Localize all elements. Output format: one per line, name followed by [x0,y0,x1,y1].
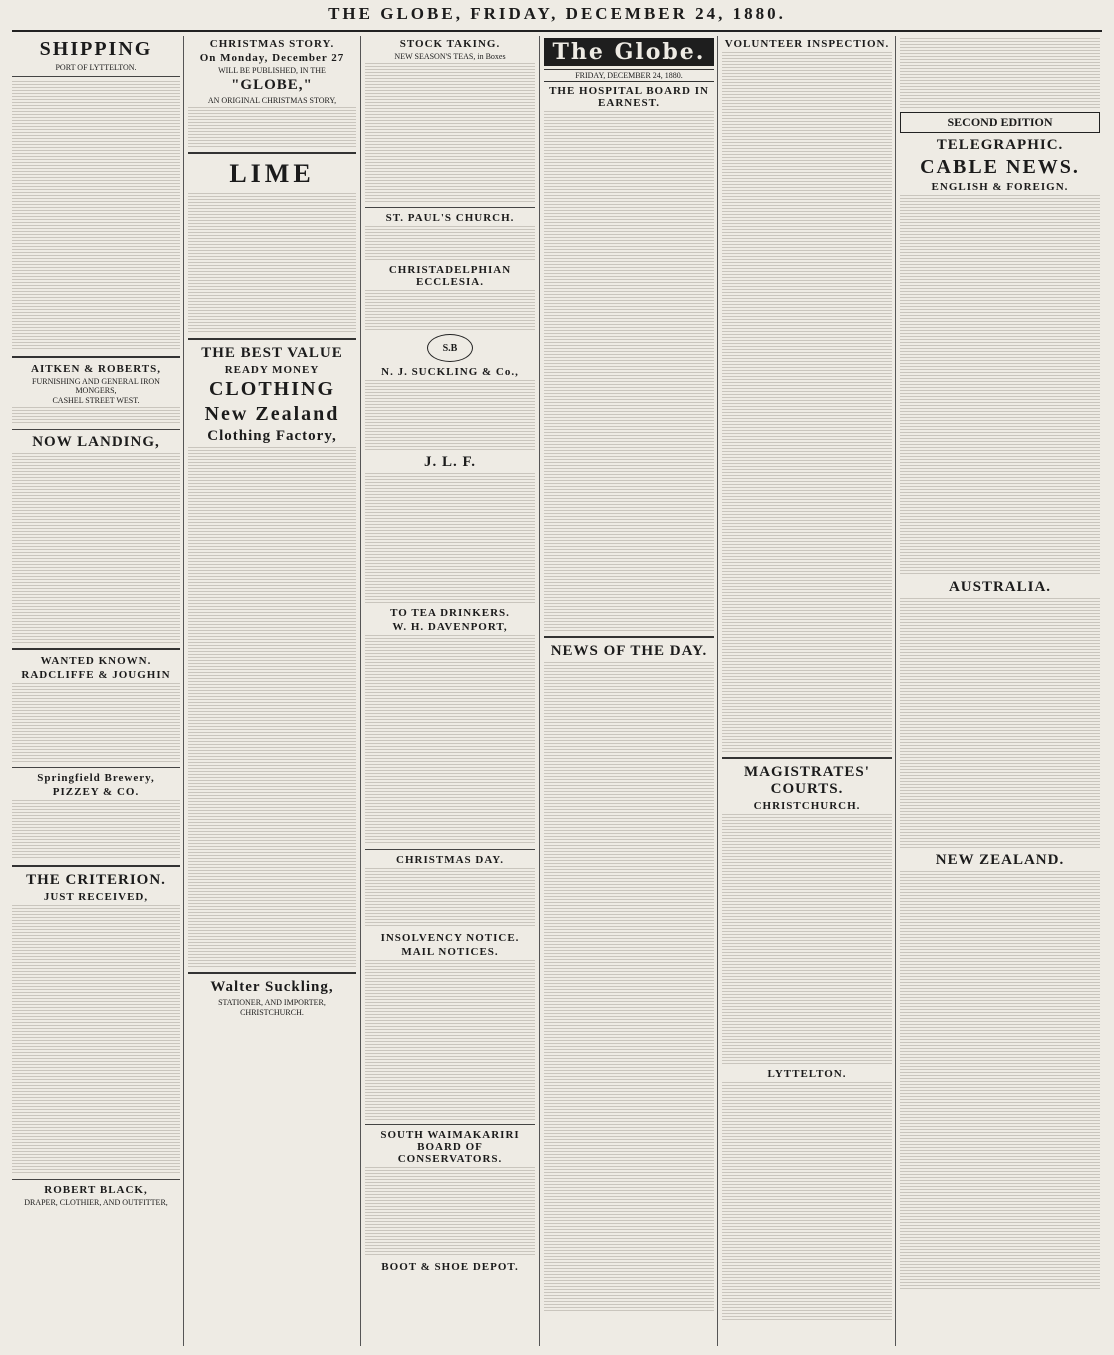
divider [188,152,356,154]
text-block [12,81,180,351]
published-line: WILL BE PUBLISHED, IN THE [218,66,326,75]
clothing-heading: CLOTHING [208,378,336,400]
divider [365,849,535,850]
text-block [365,635,535,845]
column-6 [900,36,1100,1346]
text-block [365,960,535,1120]
text-block [12,683,180,763]
masthead: THE GLOBE, FRIDAY, DECEMBER 24, 1880. [328,4,786,23]
second-edition-banner: SECOND EDITION [900,112,1100,133]
criterion-heading: THE CRITERION. [26,872,166,888]
christchurch-line: CHRISTCHURCH. [240,1008,304,1017]
news-heading: NEWS OF THE DAY. [550,643,708,659]
text-block [188,107,356,147]
article-body [900,871,1100,1291]
robert-black-heading: ROBERT BLACK, [44,1184,148,1196]
christmas-day-heading: CHRISTMAS DAY. [396,854,504,866]
dateline: FRIDAY, DECEMBER 24, 1880. [544,69,714,82]
lyttelton-heading: LYTTELTON. [767,1068,847,1080]
aitken-subheading: FURNISHING AND GENERAL IRON MONGERS, [32,377,160,395]
new-zealand-news-heading: NEW ZEALAND. [935,852,1065,868]
text-block [365,290,535,330]
text-block [12,407,180,425]
text-block [188,447,356,967]
article-body [544,111,714,631]
insolvency-heading: INSOLVENCY NOTICE. [380,932,520,944]
article-body [544,662,714,1312]
divider [12,356,180,358]
christchurch-heading: CHRISTCHURCH. [753,800,861,812]
text-block [188,193,356,333]
suckling-heading: N. J. SUCKLING & Co., [381,366,519,378]
column-2 [188,36,356,1346]
springfield-heading: Springfield Brewery, [37,772,155,784]
radcliffe-heading: RADCLIFFE & JOUGHIN [21,669,171,681]
masthead-rule [12,30,1102,32]
divider [12,76,180,77]
column-4 [544,36,714,1346]
text-block [365,473,535,603]
divider [544,636,714,638]
divider [188,972,356,974]
article-body [722,1082,892,1322]
text-block [365,868,535,928]
boot-shoe-heading: BOOT & SHOE DEPOT. [381,1261,519,1273]
aitken-heading: AITKEN & ROBERTS, [31,363,161,375]
text-block [365,1167,535,1257]
best-value-heading: THE BEST VALUE [201,345,343,361]
divider [12,429,180,430]
davenport-heading: W. H. DAVENPORT, [392,621,508,633]
english-foreign-heading: ENGLISH & FOREIGN. [931,181,1069,193]
trade-mark-logo: S.B [427,334,473,362]
divider [188,338,356,340]
divider [365,207,535,208]
stock-taking-heading: STOCK TAKING. [399,38,501,50]
tea-drinkers-heading: TO TEA DRINKERS. [390,607,510,619]
magistrates-heading: MAGISTRATES' COURTS. [744,764,870,797]
divider [12,648,180,650]
article-body [722,52,892,752]
divider [12,1179,180,1180]
walter-suckling-heading: Walter Suckling, [210,979,334,995]
column-rule [183,36,184,1346]
telegraphic-heading: TELEGRAPHIC. [936,137,1064,153]
draper-subheading: DRAPER, CLOTHIER, AND OUTFITTER, [24,1198,168,1207]
column-rule [895,36,896,1346]
article-body [900,598,1100,848]
column-rule [539,36,540,1346]
column-3 [365,36,535,1346]
text-block [12,905,180,1175]
shipping-heading: SHIPPING [39,38,153,60]
ready-money-heading: READY MONEY [224,364,320,376]
divider [365,1124,535,1125]
lime-heading: LIME [229,159,315,188]
divider [12,767,180,768]
new-teas-line: NEW SEASON'S TEAS, in Boxes [394,52,506,61]
text-block [365,63,535,203]
volunteer-heading: VOLUNTEER INSPECTION. [724,38,890,50]
column-rule [717,36,718,1346]
column-5 [722,36,892,1346]
text-block [12,800,180,860]
article-body [900,38,1100,108]
globe-heading: "GLOBE," [231,77,313,93]
st-pauls-heading: ST. PAUL'S CHURCH. [385,212,515,224]
mail-notices-heading: MAIL NOTICES. [401,946,499,958]
monday-heading: On Monday, December 27 [199,52,345,64]
wanted-heading: WANTED KNOWN. [40,655,152,667]
divider [722,757,892,759]
jlf-heading: J. L. F. [423,454,477,470]
paper-title: The Globe. [544,38,714,66]
christadelphian-heading: CHRISTADELPHIAN ECCLESIA. [388,264,512,288]
original-story-line: AN ORIGINAL CHRISTMAS STORY, [207,96,337,105]
column-1 [12,36,180,1346]
australia-heading: AUSTRALIA. [948,579,1052,595]
pizzey-heading: PIZZEY & CO. [52,786,140,798]
text-block [365,226,535,260]
new-zealand-heading: New Zealand [204,403,340,425]
port-subheading: PORT OF LYTTELTON. [55,63,137,72]
landing-heading: NOW LANDING, [32,434,160,450]
column-rule [360,36,361,1346]
christmas-story-heading: CHRISTMAS STORY. [209,38,335,50]
hospital-article-heading: THE HOSPITAL BOARD IN EARNEST. [549,85,709,109]
article-body [900,195,1100,575]
stationer-line: STATIONER, AND IMPORTER, [218,998,326,1007]
aitken-address: CASHEL STREET WEST. [52,396,140,405]
cable-news-heading: CABLE NEWS. [920,156,1080,178]
divider [12,865,180,867]
text-block [365,380,535,450]
just-received-heading: JUST RECEIVED, [43,891,149,903]
article-body [722,814,892,1064]
clothing-factory-heading: Clothing Factory, [207,428,337,444]
waimakariri-heading: SOUTH WAIMAKARIRI BOARD OF CONSERVATORS. [380,1129,520,1165]
text-block [12,453,180,643]
